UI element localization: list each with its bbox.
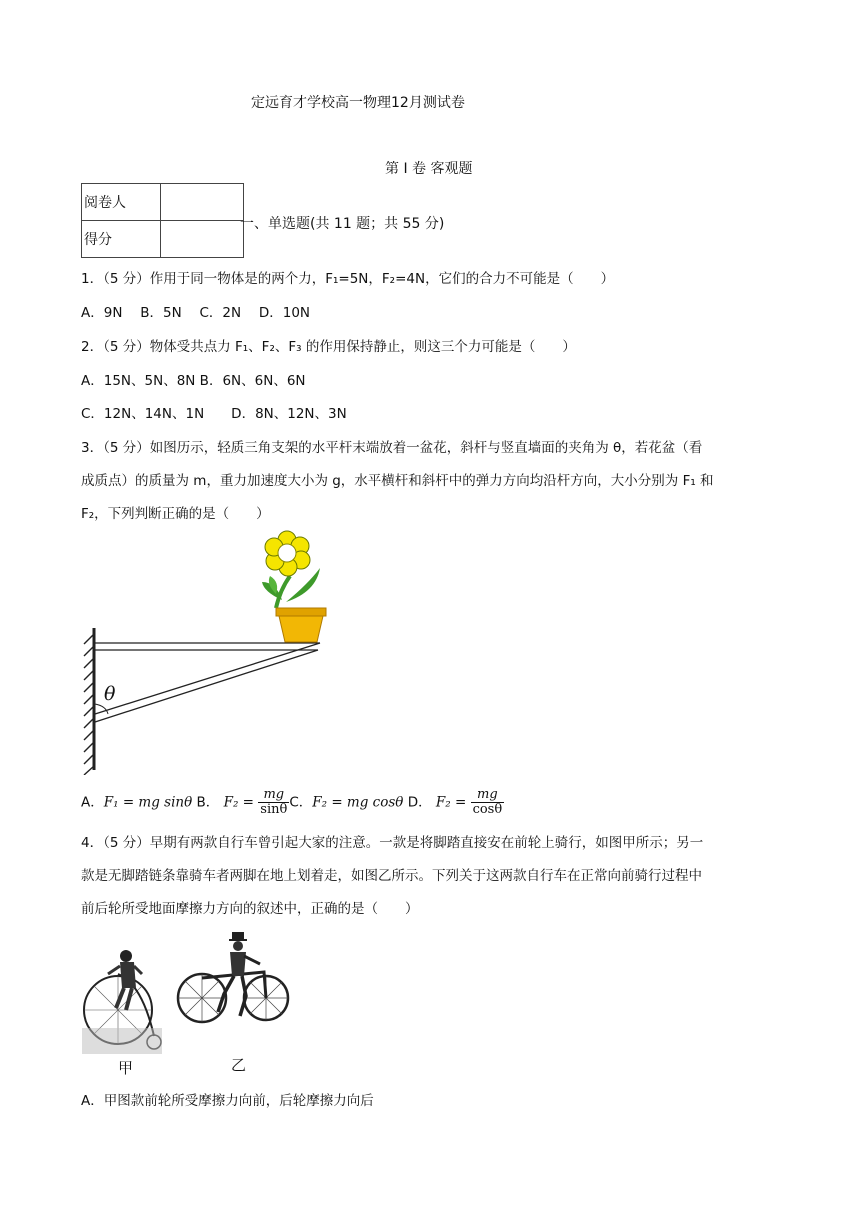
question-2-options-1: A．15N、5N、8N B．6N、6N、6N (81, 373, 306, 389)
option-b-label: B． (192, 794, 220, 811)
option-b-lhs: F₂ = (223, 794, 254, 811)
option-d-denominator: cosθ (472, 802, 503, 817)
question-1-stem: 1．（5 分）作用于同一物体是的两个力，F₁=5N，F₂=4N，它们的合力不可能是（ ） (81, 271, 615, 287)
question-4-stem-3: 前后轮所受地面摩擦力方向的叙述中，正确的是（ ） (81, 901, 419, 917)
question-3-stem-3: F₂，下列判断正确的是（ ） (81, 506, 270, 522)
slanted-bar-top (95, 643, 320, 714)
option-c-label: C． (289, 794, 313, 811)
score-label: 得分 (82, 221, 161, 258)
draisine-figure (174, 928, 294, 1033)
option-b-denominator: sinθ (260, 802, 288, 817)
option-b-fraction (258, 788, 289, 817)
question-3-stem-1: 3．（5 分）如图历示，轻质三角支架的水平杆末端放着一盆花，斜杆与竖直墙面的夹角为 θ，若花盆（看 (81, 440, 703, 456)
penny-farthing-figure (82, 944, 162, 1054)
figure-caption-yi: 乙 (231, 1056, 247, 1074)
angle-label: θ (104, 683, 116, 705)
option-d-lhs: F₂ = (435, 794, 467, 811)
option-b-numerator: mg (258, 788, 289, 803)
flower-pot-icon (262, 531, 326, 642)
option-a-formula: F₁ = mg sinθ (103, 794, 193, 811)
part-heading: 一、单选题(共 11 题；共 55 分) (240, 216, 445, 232)
option-d-label: D． (403, 794, 432, 811)
question-4-stem-2: 款是无脚踏链条靠骑车者两脚在地上划着走，如图乙所示。下列关于这两款自行车在正常向前骑行过程中 (81, 868, 702, 884)
score-table (81, 183, 244, 258)
question-1-options: A．9N B．5N C．2N D．10N (81, 305, 311, 321)
exam-title: 定远育才学校高一物理12月测试卷 (251, 95, 465, 111)
question-4-option-a: A．甲图款前轮所受摩擦力向前，后轮摩擦力向后 (81, 1093, 374, 1109)
question-3-stem-2: 成质点）的质量为 m，重力加速度大小为 g，水平横杆和斜杆中的弹力方向均沿杆方向，大小分别为 F₁ 和 (81, 473, 714, 489)
slanted-bar-bottom (95, 650, 318, 722)
reviewer-label: 阅卷人 (82, 184, 161, 221)
option-a-label: A． (81, 794, 104, 811)
section-heading: 第 I 卷 客观题 (385, 161, 473, 177)
question-2-options-2: C．12N、14N、1N D．8N、12N、3N (81, 406, 347, 422)
question-2-stem: 2．（5 分）物体受共点力 F₁、F₂、F₃ 的作用保持静止，则这三个力可能是（ ） (81, 339, 576, 355)
score-cell[interactable] (161, 221, 244, 258)
option-d-fraction (471, 788, 505, 817)
bracket-figure (80, 530, 330, 775)
figure-caption-jia: 甲 (118, 1059, 134, 1077)
question-3-options (81, 788, 504, 817)
option-d-numerator: mg (471, 788, 505, 803)
reviewer-cell[interactable] (161, 184, 244, 221)
question-4-stem-1: 4．（5 分）早期有两款自行车曾引起大家的注意。一款是将脚踏直接安在前轮上骑行，如图甲所示；另一 (81, 835, 704, 851)
option-c-formula: F₂ = mg cosθ (312, 794, 404, 811)
